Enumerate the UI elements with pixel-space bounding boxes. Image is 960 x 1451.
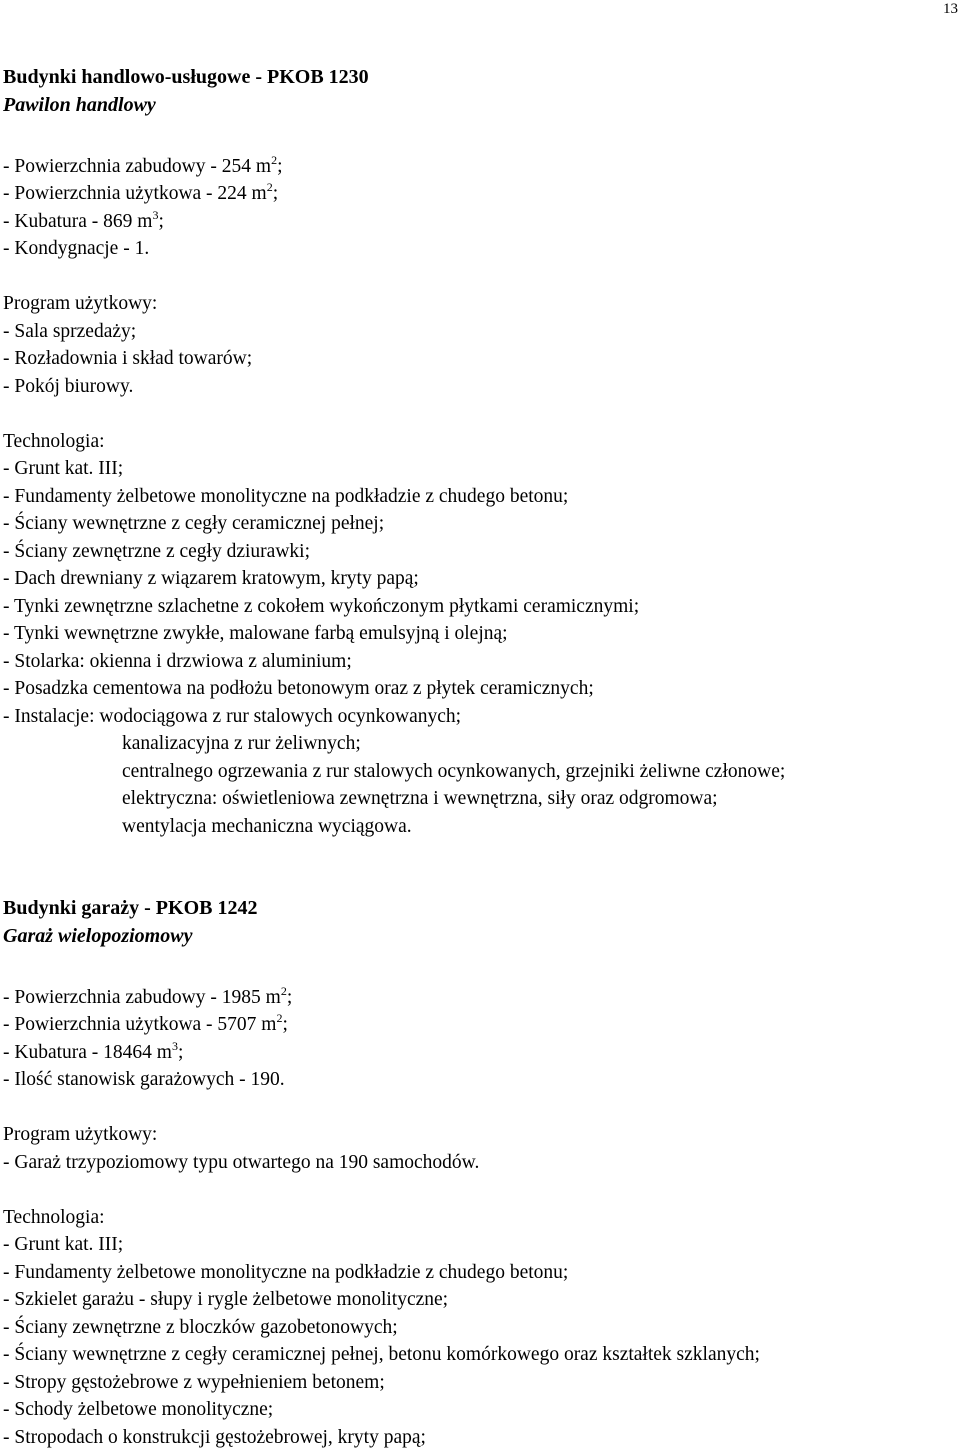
installation-item: kanalizacyjna z rur żeliwnych; <box>3 730 953 758</box>
section-title: Budynki handlowo-usługowe - PKOB 1230 <box>3 64 953 92</box>
document-body <box>3 64 953 1451</box>
technology-item: - Grunt kat. III; <box>3 455 953 483</box>
parameters-list <box>3 153 953 263</box>
installation-item: centralnego ogrzewania z rur stalowych ocynkowanych, grzejniki żeliwne członowe; <box>3 758 953 786</box>
parameter-item: - Ilość stanowisk garażowych - 190. <box>3 1066 953 1094</box>
program-item: - Rozładownia i skład towarów; <box>3 345 953 373</box>
technology-label: Technologia: <box>3 428 953 456</box>
program-label: Program użytkowy: <box>3 1121 953 1149</box>
technology-item: - Ściany wewnętrzne z cegły ceramicznej pełnej; <box>3 510 953 538</box>
program-item: - Garaż trzypoziomowy typu otwartego na 190 samochodów. <box>3 1149 953 1177</box>
technology-item: - Fundamenty żelbetowe monolityczne na podkładzie z chudego betonu; <box>3 483 953 511</box>
program-item: - Sala sprzedaży; <box>3 318 953 346</box>
parameter-item: - Powierzchnia zabudowy - 1985 $m^2$; <box>3 984 953 1012</box>
technology-label: Technologia: <box>3 1204 953 1232</box>
parameter-item: - Kubatura - 869 $m^3$; <box>3 208 953 236</box>
parameter-item: - Kubatura - 18464 $m^3$; <box>3 1039 953 1067</box>
technology-item: - Grunt kat. III; <box>3 1231 953 1259</box>
technology-item: - Fundamenty żelbetowe monolityczne na podkładzie z chudego betonu; <box>3 1259 953 1287</box>
technology-item: - Ściany zewnętrzne z bloczków gazobetonowych; <box>3 1314 953 1342</box>
technology-item: - Stropodach o konstrukcji gęstożebrowej, kryty papą; <box>3 1424 953 1451</box>
technology-item: - Szkielet garażu - słupy i rygle żelbetowe monolityczne; <box>3 1286 953 1314</box>
parameter-item: - Powierzchnia użytkowa - 224 $m^2$; <box>3 180 953 208</box>
section-subtitle: Pawilon handlowy <box>3 92 953 120</box>
section-title: Budynki garaży - PKOB 1242 <box>3 895 953 923</box>
parameters-list <box>3 984 953 1094</box>
technology-item: - Ściany wewnętrzne z cegły ceramicznej pełnej, betonu komórkowego oraz kształtek szklanych; <box>3 1341 953 1369</box>
technology-item: - Tynki wewnętrzne zwykłe, malowane farbą emulsyjną i olejną; <box>3 620 953 648</box>
parameter-item: - Kondygnacje - 1. <box>3 235 953 263</box>
program-label: Program użytkowy: <box>3 290 953 318</box>
technology-item: - Stolarka: okienna i drzwiowa z aluminium; <box>3 648 953 676</box>
technology-item: - Dach drewniany z wiązarem kratowym, kryty papą; <box>3 565 953 593</box>
technology-item: - Ściany zewnętrzne z cegły dziurawki; <box>3 538 953 566</box>
technology-item: - Posadzka cementowa na podłożu betonowym oraz z płytek ceramicznych; <box>3 675 953 703</box>
installation-item: wentylacja mechaniczna wyciągowa. <box>3 813 953 841</box>
technology-item: - Schody żelbetowe monolityczne; <box>3 1396 953 1424</box>
section-subtitle: Garaż wielopoziomowy <box>3 923 953 951</box>
installation-item: elektryczna: oświetleniowa zewnętrzna i wewnętrzna, siły oraz odgromowa; <box>3 785 953 813</box>
page-number: 13 <box>943 0 958 18</box>
technology-item: - Tynki zewnętrzne szlachetne z cokołem wykończonym płytkami ceramicznymi; <box>3 593 953 621</box>
technology-item: - Instalacje: wodociągowa z rur stalowych ocynkowanych; <box>3 703 953 731</box>
parameter-item: - Powierzchnia zabudowy - 254 $m^2$; <box>3 153 953 181</box>
program-item: - Pokój biurowy. <box>3 373 953 401</box>
technology-item: - Stropy gęstożebrowe z wypełnieniem betonem; <box>3 1369 953 1397</box>
parameter-item: - Powierzchnia użytkowa - 5707 $m^2$; <box>3 1011 953 1039</box>
